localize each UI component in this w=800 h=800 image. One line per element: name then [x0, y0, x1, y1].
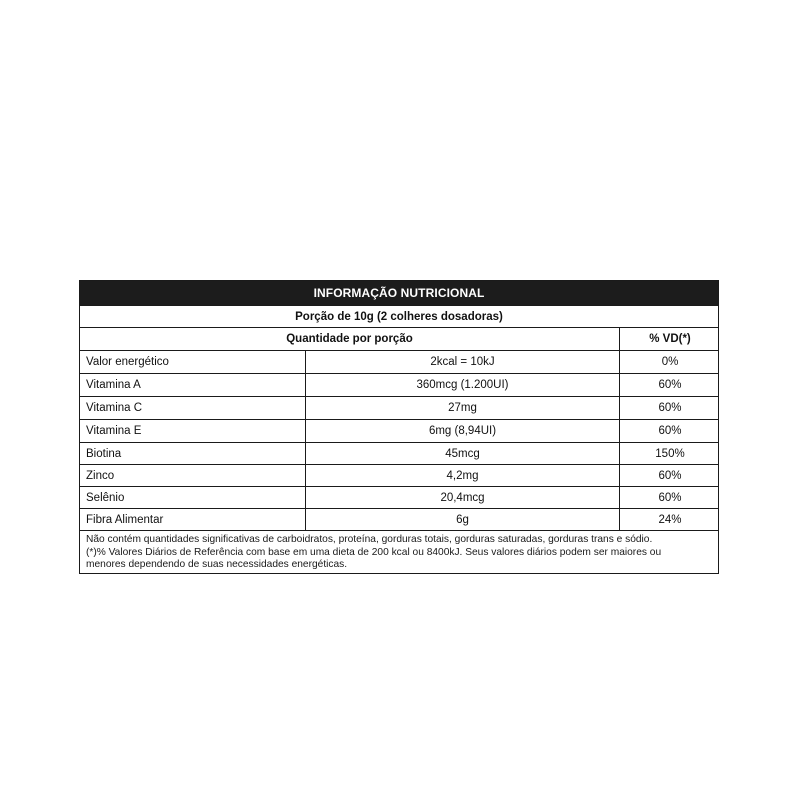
nutrient-name: Vitamina E	[86, 425, 142, 437]
table-row	[80, 464, 718, 486]
table-row	[80, 442, 718, 464]
footnote-block	[80, 530, 718, 573]
table-row	[80, 373, 718, 396]
footnote-line: Não contém quantidades significativas de carboidratos, proteína, gorduras totais, gorduras saturadas, gorduras trans e sódio.	[86, 534, 653, 545]
table-row	[80, 350, 718, 373]
table-row	[80, 396, 718, 419]
table-row	[80, 486, 718, 508]
nutrient-name: Selênio	[86, 491, 125, 504]
nutrition-facts-table	[79, 280, 719, 574]
table-title: INFORMAÇÃO NUTRICIONAL	[80, 281, 718, 305]
nutrient-quantity: 45mcg	[305, 443, 619, 464]
portion-label: Porção de 10g (2 colheres dosadoras)	[295, 310, 503, 323]
nutrient-quantity: 27mg	[305, 397, 619, 419]
table-row	[80, 419, 718, 442]
table-row	[80, 508, 718, 530]
nutrient-daily-value: 60%	[619, 487, 720, 508]
nutrient-daily-value: 0%	[619, 351, 720, 373]
nutrient-daily-value: 24%	[619, 509, 720, 530]
footnote-line: (*)% Valores Diários de Referência com base em uma dieta de 200 kcal ou 8400kJ. Seus valores diários podem ser maiores ou	[86, 546, 662, 558]
nutrient-quantity: 20,4mcg	[305, 487, 619, 508]
footnote-line: menores dependendo de suas necessidades energéticas.	[86, 559, 348, 570]
nutrient-daily-value: 60%	[619, 465, 720, 486]
nutrient-quantity: 4,2mg	[305, 465, 619, 486]
nutrient-name: Vitamina C	[86, 402, 143, 414]
quantity-column-header: Quantidade por porção	[286, 333, 413, 345]
nutrient-daily-value: 60%	[619, 420, 720, 442]
nutrient-name: Valor energético	[86, 356, 169, 368]
nutrient-daily-value: 150%	[619, 443, 720, 464]
nutrient-daily-value: 60%	[619, 397, 720, 419]
portion-row	[80, 305, 718, 327]
nutrient-name: Fibra Alimentar	[86, 513, 164, 526]
nutrient-quantity: 2kcal = 10kJ	[305, 351, 619, 373]
nutrient-quantity: 6mg (8,94UI)	[305, 420, 619, 442]
nutrient-daily-value: 60%	[619, 374, 720, 396]
nutrient-quantity: 6g	[305, 509, 619, 530]
nutrient-name: Vitamina A	[86, 379, 141, 391]
nutrient-name: Zinco	[86, 469, 115, 482]
nutrient-name: Biotina	[86, 447, 122, 460]
nutrient-quantity: 360mcg (1.200UI)	[305, 374, 619, 396]
daily-value-column-header: % VD(*)	[619, 328, 720, 350]
column-header-row	[80, 327, 718, 350]
